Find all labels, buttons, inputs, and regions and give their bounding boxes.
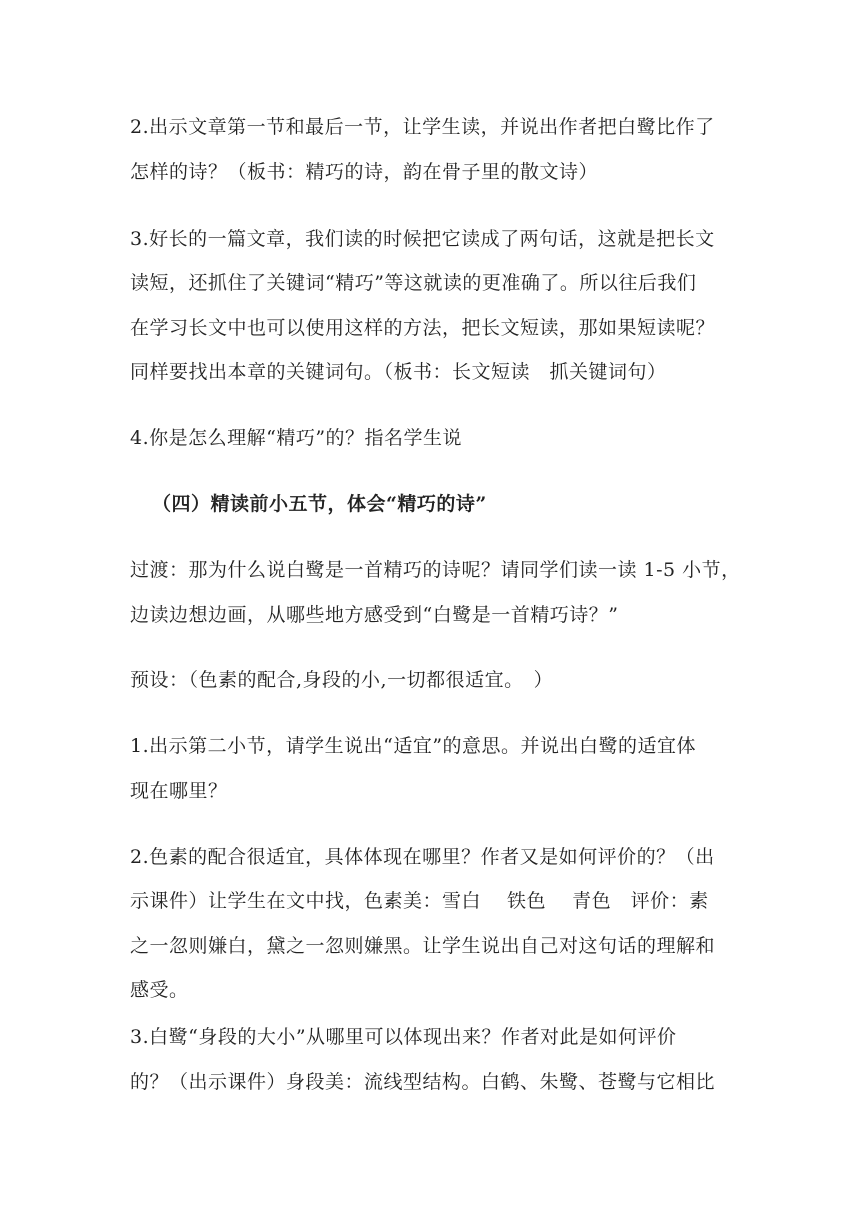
item-3-line-2: 的？（出示课件）身段美：流线型结构。白鹤、朱鹭、苍鹭与它相比 [130, 1071, 716, 1093]
paragraph-3-line-3: 在学习长文中也可以使用这样的方法，把长文短读，那如果短读呢？ [130, 317, 716, 339]
paragraph-3-line-1: 3.好长的一篇文章，我们读的时候把它读成了两句话，这就是把长文 [130, 228, 715, 250]
item-1-line-2: 现在哪里？ [130, 780, 228, 802]
paragraph-3-line-4: 同样要找出本章的关键词句。（板书：长文短读 抓关键词句） [130, 361, 667, 383]
item-1-line-1: 1.出示第二小节，请学生说出“适宜”的意思。并说出白鹭的适宜体 [130, 735, 697, 757]
preset-line: 预设：（色素的配合,身段的小,一切都很适宜。 ） [130, 669, 554, 691]
paragraph-4-line-1: 4.你是怎么理解“精巧”的？指名学生说 [130, 427, 463, 449]
transition-line-1: 过渡：那为什么说白鹭是一首精巧的诗呢？请同学们读一读 1-5 小节， [130, 559, 741, 581]
item-2-line-3: 之一忽则嫌白，黛之一忽则嫌黑。让学生说出自己对这句话的理解和 [130, 935, 716, 957]
item-2-line-2: 示课件）让学生在文中找，色素美：雪白 铁色 青色 评价：素 [130, 890, 709, 912]
paragraph-2-line-1: 2.出示文章第一节和最后一节，让学生读，并说出作者把白鹭比作了 [130, 116, 715, 138]
section-heading: （四）精读前小五节，体会“精巧的诗” [152, 493, 487, 515]
item-2-line-1: 2.色素的配合很适宜，具体体现在哪里？作者又是如何评价的？（出 [130, 846, 715, 868]
transition-line-2: 边读边想边画，从哪些地方感受到“白鹭是一首精巧诗？” [130, 604, 619, 626]
paragraph-2-line-2: 怎样的诗？（板书：精巧的诗，韵在骨子里的散文诗） [130, 161, 599, 183]
item-3-line-1: 3.白鹭“身段的大小”从哪里可以体现出来？作者对此是如何评价 [130, 1026, 677, 1048]
item-2-line-4: 感受。 [130, 979, 189, 1001]
paragraph-3-line-2: 读短，还抓住了关键词“精巧”等这就读的更准确了。所以往后我们 [130, 272, 697, 294]
